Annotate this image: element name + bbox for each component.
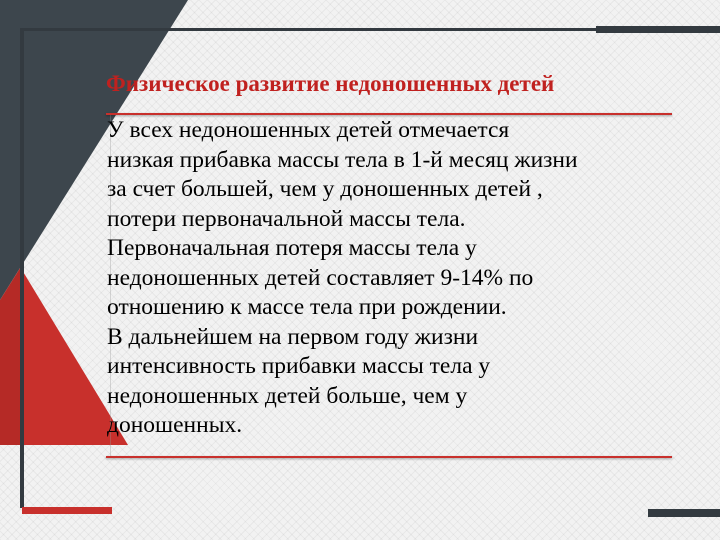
paragraph-3: В дальнейшем на первом году жизни интенсивность прибавки массы тела у недоношенных детей больше, чем у доношенных. [107,323,491,438]
paragraph-2: Первоначальная потеря массы тела у недоношенных детей составляет 9-14% по отношению к массе тела при рождении. [107,235,534,320]
bottom-left-red-bar [22,507,112,514]
slide-body [107,116,687,441]
slide-title: Физическое развитие недоношенных детей [106,71,555,96]
paragraph-1: У всех недоношенных детей отмечается низкая прибавка массы тела в 1-й месяц жизни за счет большей, чем у доношенных детей , потери первоначальной массы тела. [107,117,578,232]
title-underline [106,113,672,115]
body-bottom-rule [106,456,672,458]
top-right-block [596,26,720,33]
bottom-right-dark-bar [648,509,720,517]
frame-top-line [20,28,596,31]
frame-left-line [20,28,24,508]
